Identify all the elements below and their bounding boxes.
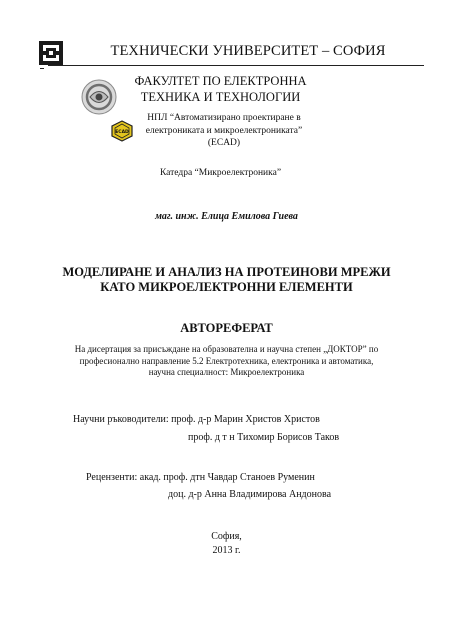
lab-line-3: (ECAD) — [207, 138, 241, 148]
reviewer-1: акад. проф. дтн Чавдар Станоев Руменин — [139, 472, 315, 483]
dissertation-line-3: научна специалност: Микроелектроника — [148, 367, 305, 377]
faculty-line-1: ФАКУЛТЕТ ПО ЕЛЕКТРОННА — [134, 74, 307, 88]
lab-line-2: електрониката и микроелектрониката” — [145, 125, 303, 136]
supervisors-label: Научни ръководители: — [73, 414, 169, 425]
reviewer-2: доц. д-р Анна Владимирова Андонова — [168, 489, 332, 500]
lab-line-1: НПЛ “Автоматизирано проектиране в — [147, 113, 301, 123]
dissertation-line-2: професионално направление 5.2 Електротехника, електроника и автоматика, — [79, 355, 374, 366]
document-type-heading: АВТОРЕФЕРАТ — [180, 321, 273, 335]
ecad-logo-text: ECAD — [115, 130, 129, 135]
year: 2013 г. — [212, 545, 241, 556]
ecad-logo-icon — [111, 120, 133, 142]
university-logo-icon — [38, 40, 64, 66]
author-name: маг. инж. Елица Емилова Гиева — [155, 211, 298, 222]
reviewers-block — [86, 469, 331, 503]
header-divider — [48, 65, 424, 66]
place-and-year — [0, 530, 453, 558]
dissertation-line-1: На дисертация за присъждане на образователна и научна степен „ДОКТОР” по — [74, 344, 379, 354]
header-divider-tick — [40, 68, 44, 69]
reviewers-label: Рецензенти: — [86, 472, 138, 483]
supervisors-block — [73, 411, 339, 447]
thesis-title-line-2: КАТО МИКРОЕЛЕКТРОННИ ЕЛЕМЕНТИ — [100, 280, 353, 294]
faculty-line-2: ТЕХНИКА И ТЕХНОЛОГИИ — [140, 90, 301, 104]
dissertation-description — [20, 344, 433, 379]
thesis-title-line-1: МОДЕЛИРАНЕ И АНАЛИЗ НА ПРОТЕИНОВИ МРЕЖИ — [62, 265, 391, 279]
faculty-logo-icon — [80, 78, 118, 116]
city: София, — [211, 531, 242, 542]
university-title: ТЕХНИЧЕСКИ УНИВЕРСИТЕТ – СОФИЯ — [110, 43, 386, 59]
lab-name — [134, 112, 314, 150]
supervisor-1: проф. д-р Марин Христов Христов — [171, 414, 320, 425]
department-name: Катедра “Микроелектроника” — [159, 168, 282, 178]
supervisor-2: проф. д т н Тихомир Борисов Таков — [188, 432, 340, 443]
faculty-name — [118, 73, 323, 105]
thesis-title — [20, 265, 433, 295]
